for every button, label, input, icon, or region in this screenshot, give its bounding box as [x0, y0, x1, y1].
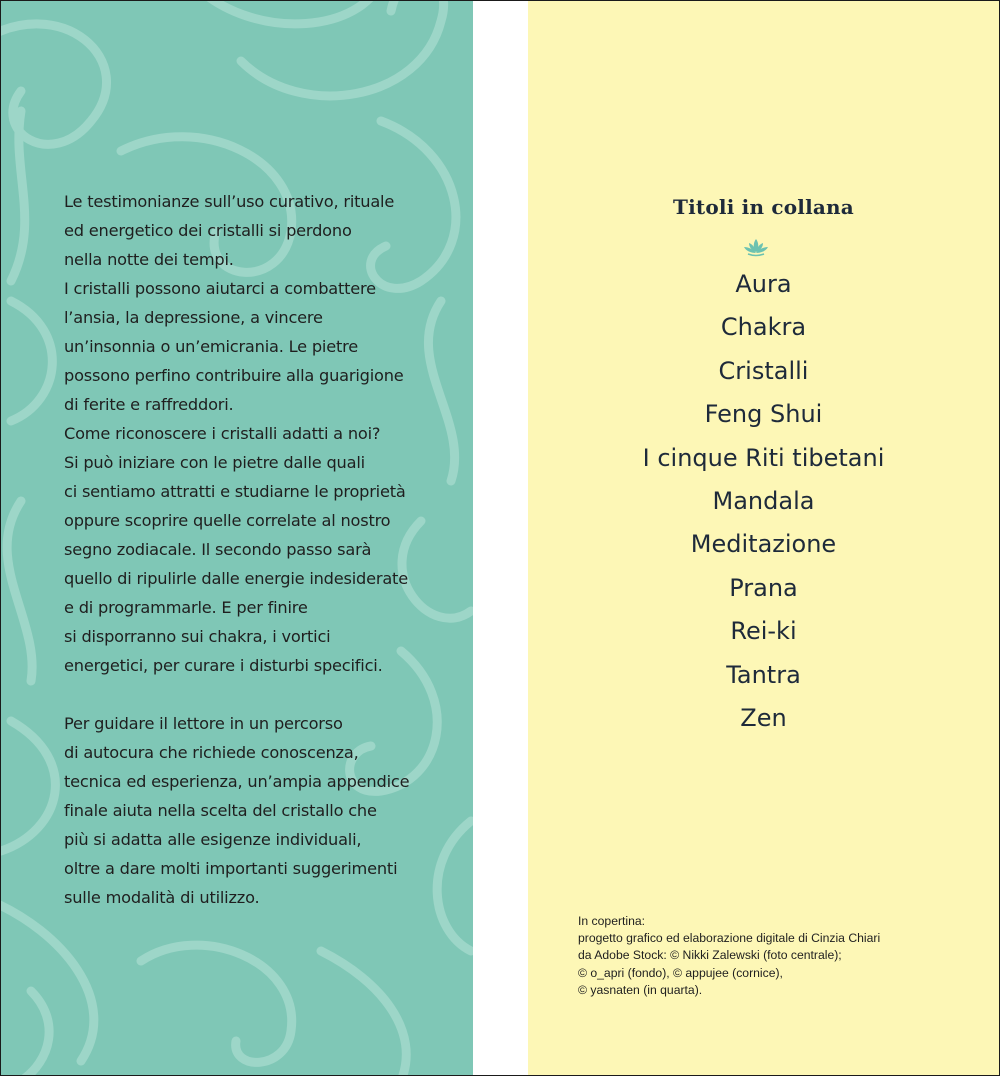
blurb-line: energetici, per curare i disturbi specifici.: [64, 656, 383, 675]
blurb-line: di autocura che richiede conoscenza,: [64, 743, 359, 762]
blurb-line: si disporranno sui chakra, i vortici: [64, 627, 331, 646]
series-title-item: Chakra: [720, 313, 807, 342]
blurb-line: Si può iniziare con le pietre dalle quali: [64, 453, 365, 472]
blurb-line: Le testimonianze sull’uso curativo, rituale: [64, 192, 395, 211]
series-title-item: Aura: [735, 270, 792, 298]
blurb-line: quello di ripulirle dalle energie indesiderate: [64, 569, 408, 588]
credits-line: In copertina:: [578, 914, 646, 928]
series-title-item: I cinque Riti tibetani: [642, 443, 885, 472]
cover-credits: [578, 913, 978, 999]
blurb-line: Per guidare il lettore in un percorso: [64, 714, 343, 733]
blurb-line: più si adatta alle esigenze individuali,: [64, 830, 362, 849]
back-cover-panel: [1, 1, 473, 1075]
series-title-item: Rei-ki: [730, 617, 797, 646]
series-title-item: Zen: [740, 704, 787, 733]
back-cover-blurb: [64, 187, 464, 912]
blurb-line: ed energetico dei cristalli si perdono: [64, 221, 352, 240]
lotus-icon: [743, 237, 769, 257]
paragraph-spacer: [64, 680, 464, 709]
credits-line: © yasnaten (in quarta).: [578, 982, 703, 997]
blurb-line: nella notte dei tempi.: [64, 250, 234, 269]
blurb-line: finale aiuta nella scelta del cristallo che: [64, 801, 377, 820]
blurb-line: segno zodiacale. Il secondo passo sarà: [64, 540, 372, 559]
spine-gap: [473, 1, 528, 1075]
credits-line: da Adobe Stock: © Nikki Zalewski (foto centrale);: [578, 948, 842, 963]
credits-line: © o_apri (fondo), © appujee (cornice),: [578, 965, 783, 980]
blurb-line: possono perfino contribuire alla guarigione: [64, 366, 404, 385]
series-title-item: Mandala: [712, 487, 815, 516]
series-title-item: Feng Shui: [704, 400, 823, 429]
blurb-line: tecnica ed esperienza, un’ampia appendice: [64, 772, 410, 791]
series-title-item: Tantra: [726, 660, 801, 689]
blurb-line: oltre a dare molti importanti suggerimenti: [64, 859, 398, 878]
series-title-item: Meditazione: [690, 530, 837, 559]
series-title-item: Prana: [729, 573, 798, 602]
blurb-line: Come riconoscere i cristalli adatti a noi?: [64, 424, 381, 443]
series-heading: Titoli in collana: [673, 195, 854, 219]
blurb-line: l’ansia, la depressione, a vincere: [64, 308, 323, 327]
series-titles-list: [528, 263, 999, 740]
blurb-line: I cristalli possono aiutarci a combattere: [64, 279, 376, 298]
blurb-line: oppure scoprire quelle correlate al nostro: [64, 511, 391, 530]
credits-line: progetto grafico ed elaborazione digitale di Cinzia Chiari: [578, 931, 881, 946]
series-title-item: Cristalli: [718, 356, 809, 385]
blurb-line: di ferite e raffreddori.: [64, 395, 234, 414]
blurb-line: un’insonnia o un’emicrania. Le pietre: [64, 337, 358, 356]
blurb-line: ci sentiamo attratti e studiarne le proprietà: [64, 482, 406, 501]
blurb-line: e di programmarle. E per finire: [64, 598, 308, 617]
blurb-line: sulle modalità di utilizzo.: [64, 888, 260, 907]
